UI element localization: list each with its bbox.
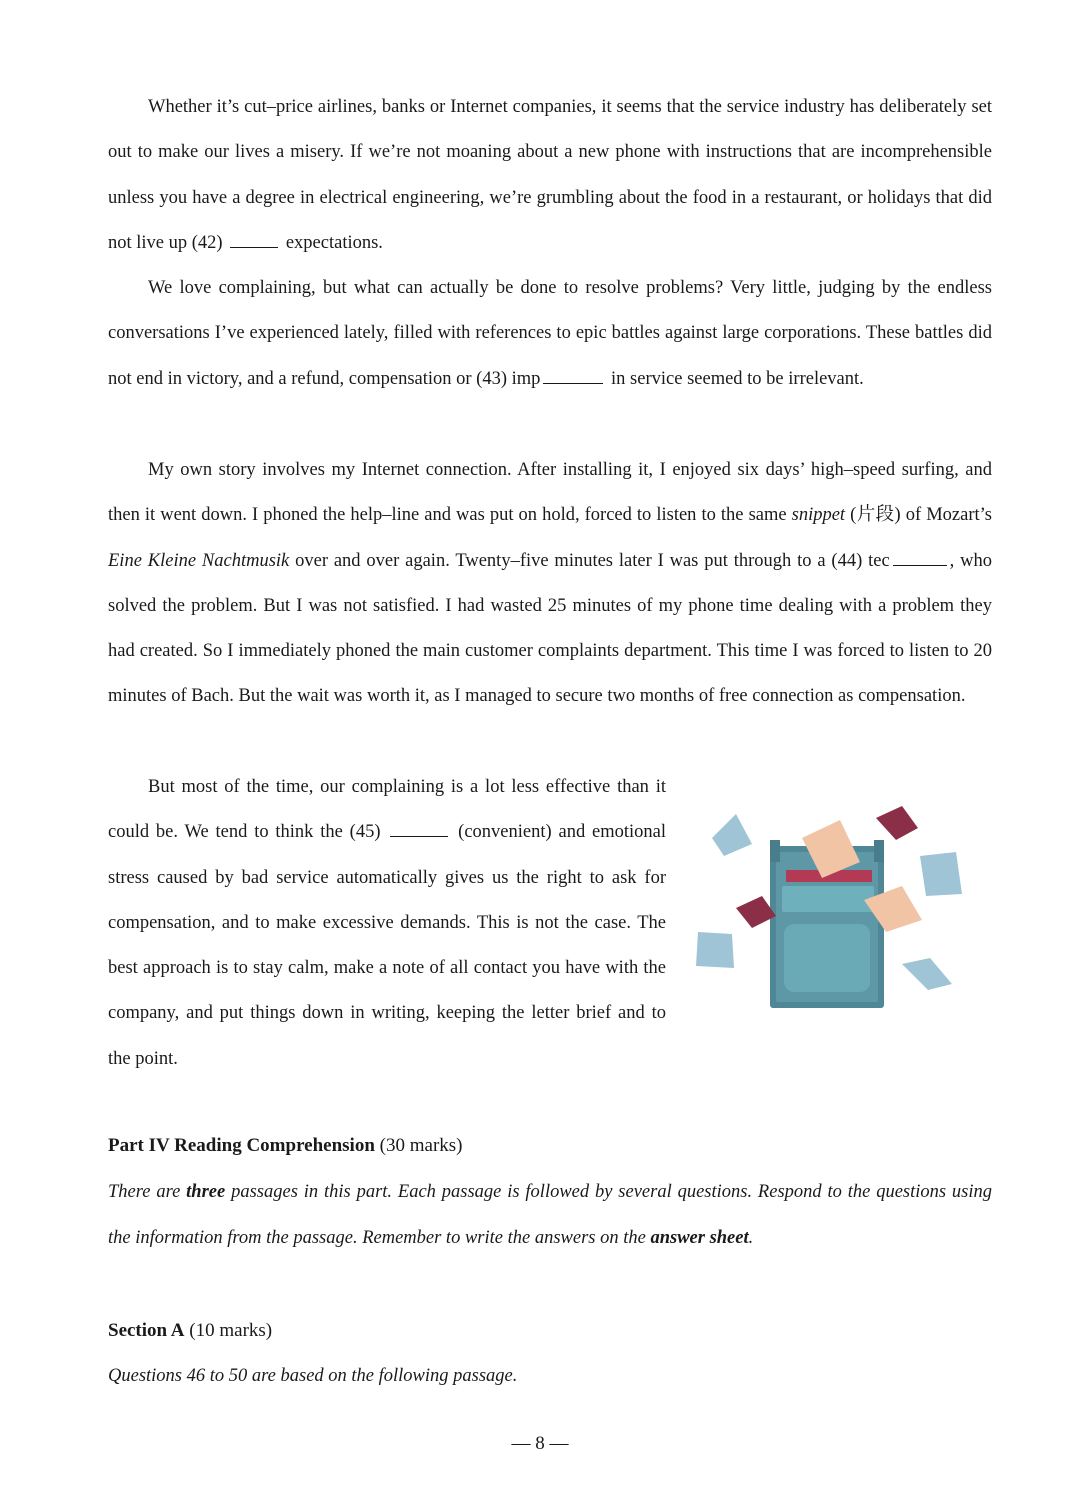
mailbox-illustration bbox=[690, 800, 980, 1015]
instructions-text-a: There are bbox=[108, 1182, 181, 1202]
p2-text-before-blank: We love complaining, but what can actually be done to resolve problems? Very little, judging by the endless conversations I’ve experienced lately, filled with references to epic battles against large corporations. These battles did not end in victory, and a refund, compensation or (43) imp bbox=[108, 278, 992, 389]
passage-paragraph-2 bbox=[108, 266, 992, 402]
mailbox-door bbox=[784, 924, 870, 992]
snippet-word: snippet bbox=[791, 505, 846, 526]
p2-text-after-blank: in service seemed to be irrelevant. bbox=[611, 368, 864, 389]
blank-44 bbox=[893, 551, 947, 566]
passage-paragraph-1 bbox=[108, 85, 992, 266]
passage-paragraph-4 bbox=[108, 765, 666, 1082]
section-a-intro: Questions 46 to 50 are based on the following passage. bbox=[108, 1366, 518, 1386]
p3-text-start: My own story involves my Internet connection. After installing it, I enjoyed six days’ high–speed surfing, and then it went down. I phoned the help–line and was put on hold, forced to listen to the same bbox=[108, 460, 992, 526]
p4-text-before-blank: But most of the time, our complaining is a lot less effective than it could be. We tend to think the (45) bbox=[108, 777, 666, 843]
instructions-end: . bbox=[748, 1227, 754, 1248]
instructions-three: three bbox=[186, 1182, 226, 1202]
mailbox-post-left bbox=[770, 840, 780, 862]
instructions-text-b: passages in this part. Each passage is followed by several questions. Respond to the questions using the information from the passage. Remember to write the answers on the bbox=[108, 1182, 993, 1248]
p1-text-after-blank: expectations. bbox=[285, 232, 383, 253]
blank-45 bbox=[390, 822, 448, 837]
letter-blue-bottom-right bbox=[902, 958, 952, 990]
page-number: — 8 — bbox=[511, 1433, 569, 1454]
letter-blue-right bbox=[920, 852, 962, 896]
letter-maroon-top bbox=[876, 806, 918, 840]
mailbox-slot-panel bbox=[782, 886, 874, 912]
section-a-marks: (10 marks) bbox=[189, 1320, 273, 1341]
part-4-heading bbox=[108, 1135, 463, 1157]
letter-blue-top-left bbox=[712, 814, 752, 856]
part-4-title: Part IV Reading Comprehension bbox=[108, 1135, 375, 1156]
p3-text-mid-1: of Mozart’s bbox=[905, 505, 992, 526]
blank-43 bbox=[543, 369, 603, 384]
p3-text-after-blank: , who solved the problem. But I was not satisfied. I had wasted 25 minutes of my phone time dealing with a problem they had created. So I immediately phoned the main customer complaints department. This time I was forced to listen to 20 minutes of Bach. But the wait was worth it, as I managed to secure two months of free connection as compensation. bbox=[108, 550, 993, 707]
passage-paragraph-3 bbox=[108, 448, 992, 720]
p4-text-after-blank: (convenient) and emotional stress caused by bad service automatically gives us the right to ask for compensation, and to make excessive demands. This is not the case. The best approach is to stay calm, make a note of all contact you have with the company, and put things down in writing, keeping the letter brief and to the point. bbox=[108, 822, 666, 1069]
section-a-heading bbox=[108, 1320, 272, 1342]
part-4-marks: (30 marks) bbox=[379, 1135, 463, 1156]
p3-text-mid-2: over and over again. Twenty–five minutes later I was put through to a (44) tec bbox=[295, 550, 890, 571]
snippet-gloss: (片段) bbox=[850, 505, 901, 526]
part-4-instructions bbox=[108, 1170, 992, 1261]
mailbox-post-right bbox=[874, 840, 884, 862]
p1-text-before-blank: Whether it’s cut–price airlines, banks or Internet companies, it seems that the service industry has deliberately set out to make our lives a misery. If we’re not moaning about a new phone with instructions that are incomprehensible unless you have a degree in electrical engineering, we’re grumbling about the food in a restaurant, or holidays that did not live up (42) bbox=[108, 97, 992, 253]
blank-42 bbox=[230, 233, 278, 248]
music-title: Eine Kleine Nachtmusik bbox=[108, 550, 290, 571]
letter-blue-left bbox=[696, 932, 734, 968]
section-a-title: Section A bbox=[108, 1320, 185, 1341]
instructions-answer-sheet: answer sheet bbox=[650, 1227, 749, 1248]
